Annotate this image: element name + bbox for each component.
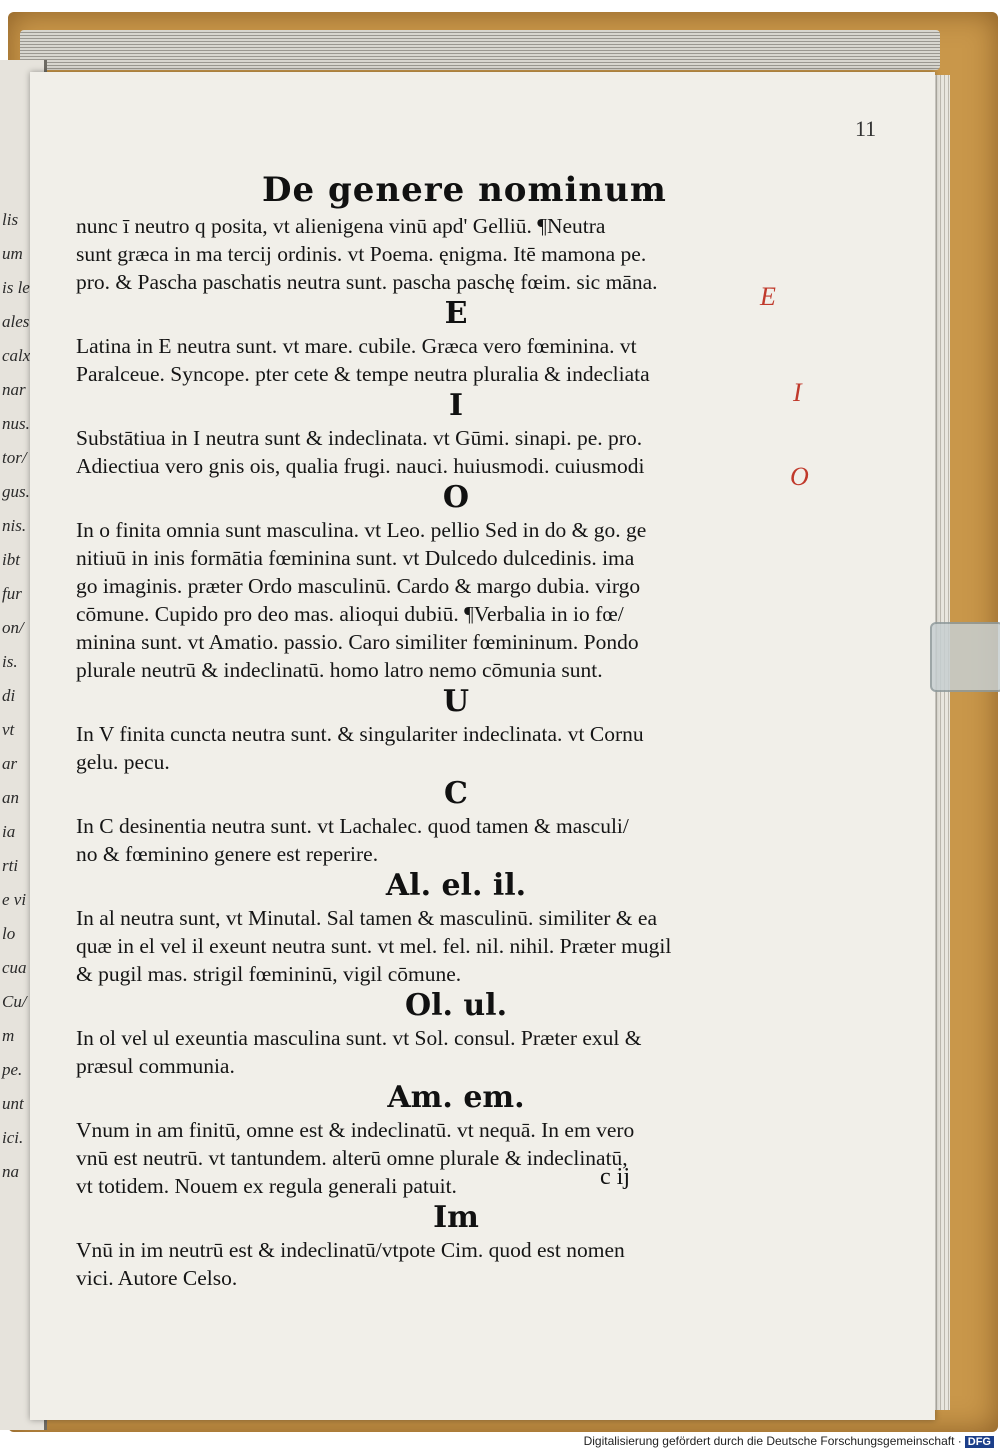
section-heading: C (444, 776, 468, 811)
text-line: Vnum in am finitū, omne est & indeclinatū. vt nequā. In em vero (76, 1118, 635, 1142)
text-line: In V finita cuncta neutra sunt. & singulariter indeclinata. vt Cornu (76, 722, 644, 746)
facing-page-text: pe. (2, 1060, 23, 1079)
facing-page-text: m (2, 1026, 15, 1045)
facing-page-text: lis (2, 210, 19, 229)
facing-page-text: nis. (2, 516, 27, 535)
text-line: plurale neutrū & indeclinatū. homo latro nemo cōmunia sunt. (76, 658, 603, 682)
text-line: In C desinentia neutra sunt. vt Lachalec. quod tamen & masculi/ (76, 814, 629, 838)
facing-page-text: fur (2, 584, 22, 603)
text-line: In ol vel ul exeuntia masculina sunt. vt Sol. consul. Præter exul & (76, 1026, 642, 1050)
text-line: Vnū in im neutrū est & indeclinatū/vtpote Cim. quod est nomen (76, 1238, 625, 1262)
facing-page-text: lo (2, 924, 16, 943)
section-heading: Im (433, 1200, 479, 1235)
running-head: De genere nominum (262, 170, 667, 210)
text-line: vt totidem. Nouem ex regula generali patuit. (76, 1174, 457, 1198)
facing-page-text: um (2, 244, 23, 263)
facing-page-text: ar (2, 754, 18, 773)
dfg-logo: DFG (965, 1436, 994, 1448)
facing-page-text: is. (2, 652, 18, 671)
margin-note: I (793, 378, 802, 407)
facing-page-text: ibt (2, 550, 20, 569)
section-heading: O (442, 480, 470, 515)
text-line: go imaginis. præter Ordo masculinū. Cardo & margo dubia. virgo (76, 574, 641, 598)
facing-page-text: di (2, 686, 16, 705)
page-clip (930, 622, 1000, 692)
facing-page-text: cua (2, 958, 27, 977)
text-line: nitiuū in inis formātia fœminina sunt. vt Dulcedo dulcedinis. ima (76, 546, 635, 570)
text-line: no & fœminino genere est reperire. (76, 842, 379, 866)
page-edges-top (20, 30, 940, 70)
facing-page-text: unt (2, 1094, 24, 1113)
facing-page-text: ici. (2, 1128, 24, 1147)
text-line: gelu. pecu. (76, 750, 170, 774)
text-line: Latina in E neutra sunt. vt mare. cubile. Græca vero fœminina. vt (76, 334, 637, 358)
facing-page-text: ales (2, 312, 30, 331)
signature-mark: c ij (600, 1164, 630, 1190)
facing-page-text: nar (2, 380, 26, 399)
text-line: Substātiua in I neutra sunt & indeclinata. vt Gūmi. sinapi. pe. pro. (76, 426, 643, 450)
text-line: pro. & Pascha paschatis neutra sunt. pascha paschę fœim. sic māna. (76, 270, 658, 294)
book-page (30, 72, 935, 1420)
text-line: cōmune. Cupido pro deo mas. alioqui dubiū. ¶Verbalia in io fœ/ (76, 602, 624, 626)
text-line: Paralceue. Syncope. pter cete & tempe neutra pluralia & indecliata (76, 362, 650, 386)
section-heading: I (448, 388, 464, 423)
section-heading: Al. el. il. (385, 868, 527, 903)
text-line: Adiectiua vero gnis ois, qualia frugi. nauci. huiusmodi. cuiusmodi (76, 454, 645, 478)
facing-page-text: vt (2, 720, 15, 739)
facing-page-text: calx (2, 346, 31, 365)
section-heading: Ol. ul. (404, 988, 508, 1023)
facing-page-text: on/ (2, 618, 24, 637)
facing-page-text: Cu/ (2, 992, 27, 1011)
section-heading: Am. em. (387, 1080, 525, 1115)
folio-number: 11 (855, 116, 877, 141)
digitization-credit (584, 1434, 994, 1448)
text-line: In o finita omnia sunt masculina. vt Leo. pellio Sed in do & go. ge (76, 518, 647, 542)
text-line: vici. Autore Celso. (76, 1266, 238, 1290)
facing-page-text: is le (2, 278, 30, 297)
facing-page-text: gus. (2, 482, 30, 501)
facing-page-text: rti (2, 856, 19, 875)
facing-page-text: ia (2, 822, 16, 841)
section-heading: E (444, 296, 468, 331)
facing-page-text: nus. (2, 414, 30, 433)
text-line: nunc ī neutro q posita, vt alienigena vinū apd' Gelliū. ¶Neutra (76, 214, 606, 238)
facing-page-text: na (2, 1162, 19, 1181)
facing-page-text: e vi (2, 890, 27, 909)
facing-page-text: tor/ (2, 448, 27, 467)
text-line: minina sunt. vt Amatio. passio. Caro similiter fœmininum. Pondo (76, 630, 639, 654)
facing-page-text: an (2, 788, 19, 807)
text-line: vnū est neutrū. vt tantundem. alterū omne plurale & indeclinatū, (76, 1146, 628, 1170)
text-line: sunt græca in ma tercij ordinis. vt Poema. ęnigma. Itē mamona pe. (76, 242, 647, 266)
text-line: & pugil mas. strigil fœmininū, vigil cōmune. (76, 962, 462, 986)
margin-note: O (790, 462, 809, 491)
text-line: præsul communia. (76, 1054, 235, 1078)
credit-text: Digitalisierung gefördert durch die Deutsche Forschungsgemeinschaft · (583, 1434, 962, 1448)
text-line: In al neutra sunt, vt Minutal. Sal tamen & masculinū. similiter & ea (76, 906, 657, 930)
page-body (76, 212, 796, 1292)
text-line: quæ in el vel il exeunt neutra sunt. vt mel. fel. nil. nihil. Præter mugil (76, 934, 672, 958)
section-heading: U (442, 684, 470, 719)
margin-note: E (760, 282, 776, 311)
